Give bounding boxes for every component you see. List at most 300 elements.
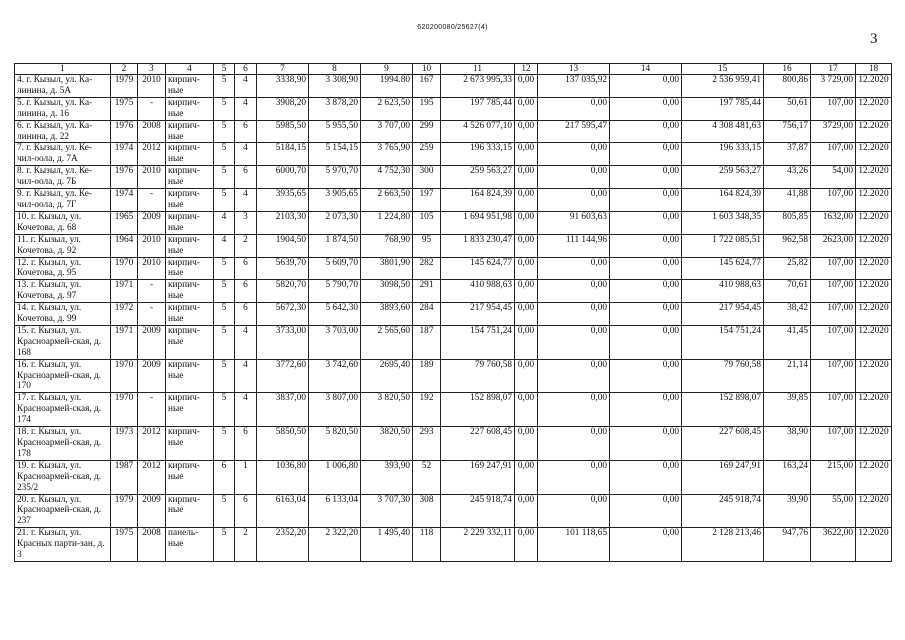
table-cell: 0,00 <box>610 97 682 120</box>
table-cell: 0,00 <box>538 189 610 212</box>
table-row <box>15 427 892 461</box>
table-cell: 41,88 <box>764 189 811 212</box>
column-number-header: 2 <box>111 64 138 75</box>
table-cell: 118 <box>413 528 441 562</box>
column-number-header: 14 <box>610 64 682 75</box>
table-cell: 393,90 <box>361 460 413 494</box>
table-cell: 0,00 <box>538 427 610 461</box>
table-cell: 5 <box>214 359 235 393</box>
table-cell: 2012 <box>138 143 166 166</box>
table-cell: 1036,80 <box>257 460 309 494</box>
table-cell: кирпич-ные <box>166 143 214 166</box>
table-cell: 0,00 <box>610 234 682 257</box>
table-cell: 195 <box>413 97 441 120</box>
table-cell: 2 229 332,11 <box>441 528 515 562</box>
table-cell: 0,00 <box>610 528 682 562</box>
table-cell: 0,00 <box>515 393 538 427</box>
table-cell: 5 970,70 <box>309 166 361 189</box>
table-cell: кирпич-ные <box>166 211 214 234</box>
table-cell: 3935,65 <box>257 189 309 212</box>
table-cell: 5 <box>214 427 235 461</box>
table-cell: 6 <box>235 120 257 143</box>
table-cell: 1994.80 <box>361 75 413 98</box>
table-cell: 3 742,60 <box>309 359 361 393</box>
table-cell: 0,00 <box>515 528 538 562</box>
table-cell: 39,90 <box>764 494 811 528</box>
table-cell: 12.2020 <box>856 303 892 326</box>
table-cell: 5 <box>214 393 235 427</box>
table-cell: 217 954,45 <box>441 303 515 326</box>
table-cell: 0,00 <box>515 189 538 212</box>
column-number-header: 3 <box>138 64 166 75</box>
table-cell: 137 035,92 <box>538 75 610 98</box>
table-cell: 197 785,44 <box>682 97 764 120</box>
table-cell: 1974 <box>111 143 138 166</box>
table-row <box>15 280 892 303</box>
table-row <box>15 234 892 257</box>
table-cell: кирпич-ные <box>166 427 214 461</box>
table-row <box>15 120 892 143</box>
table-cell: 6 <box>235 427 257 461</box>
table-cell: 5 <box>214 189 235 212</box>
table-cell: 3729,00 <box>811 120 856 143</box>
table-cell: 107,00 <box>811 189 856 212</box>
table-cell: 0,00 <box>538 143 610 166</box>
table-cell: 2 663,50 <box>361 189 413 212</box>
table-cell: 12.2020 <box>856 166 892 189</box>
table-row <box>15 303 892 326</box>
table-cell: 0,00 <box>538 460 610 494</box>
table-cell: 1974 <box>111 189 138 212</box>
table-cell: 4 <box>235 325 257 359</box>
table-cell: 0,00 <box>515 460 538 494</box>
address-cell: 20. г. Кызыл, ул. Красноармей-ская, д. 237 <box>15 494 111 528</box>
table-cell: 217 595,47 <box>538 120 610 143</box>
table-cell: 4 <box>235 393 257 427</box>
table-cell: 1 224,80 <box>361 211 413 234</box>
table-cell: 0,00 <box>610 460 682 494</box>
table-cell: 3 807,00 <box>309 393 361 427</box>
table-cell: 5 820,50 <box>309 427 361 461</box>
table-cell: 0,00 <box>515 97 538 120</box>
table-cell: 5 154,15 <box>309 143 361 166</box>
table-cell: 101 118,65 <box>538 528 610 562</box>
table-cell: 79 760,58 <box>682 359 764 393</box>
address-cell: 12. г. Кызыл, ул. Кочетова, д. 95 <box>15 257 111 280</box>
table-cell: 6 <box>235 280 257 303</box>
table-cell: 12.2020 <box>856 460 892 494</box>
table-cell: 6 133,04 <box>309 494 361 528</box>
table-cell: 145 624,77 <box>441 257 515 280</box>
table-cell: 0,00 <box>538 166 610 189</box>
table-cell: 111 144,96 <box>538 234 610 257</box>
table-cell: 55,00 <box>811 494 856 528</box>
column-number-header: 10 <box>413 64 441 75</box>
table-cell: кирпич-ные <box>166 120 214 143</box>
table-cell: 1976 <box>111 120 138 143</box>
table-row <box>15 189 892 212</box>
table-cell: кирпич-ные <box>166 325 214 359</box>
table-cell: 2 <box>235 528 257 562</box>
table-cell: 3 905,65 <box>309 189 361 212</box>
address-cell: 10. г. Кызыл, ул. Кочетова, д. 68 <box>15 211 111 234</box>
table-cell: 4 <box>214 234 235 257</box>
table-cell: 1970 <box>111 393 138 427</box>
table-cell: 1 603 348,35 <box>682 211 764 234</box>
column-number-header: 15 <box>682 64 764 75</box>
table-cell: 197 <box>413 189 441 212</box>
table-cell: 215,00 <box>811 460 856 494</box>
table-cell: 21,14 <box>764 359 811 393</box>
table-cell: 187 <box>413 325 441 359</box>
table-cell: 5 <box>214 494 235 528</box>
address-cell: 17. г. Кызыл, ул. Красноармей-ская, д. 174 <box>15 393 111 427</box>
table-cell: 3772,60 <box>257 359 309 393</box>
table-cell: 3 729,00 <box>811 75 856 98</box>
table-cell: 768,90 <box>361 234 413 257</box>
table-cell: кирпич-ные <box>166 75 214 98</box>
table-cell: 2352,20 <box>257 528 309 562</box>
table-cell: 1904,50 <box>257 234 309 257</box>
table-cell: 5 <box>214 280 235 303</box>
table-cell: кирпич-ные <box>166 189 214 212</box>
table-cell: 0,00 <box>515 234 538 257</box>
table-cell: 1979 <box>111 494 138 528</box>
table-cell: 54,00 <box>811 166 856 189</box>
table-cell: 0,00 <box>538 303 610 326</box>
table-row <box>15 494 892 528</box>
column-number-header: 6 <box>235 64 257 75</box>
table-cell: 107,00 <box>811 325 856 359</box>
table-cell: 299 <box>413 120 441 143</box>
table-cell: 1975 <box>111 97 138 120</box>
table-cell: 1970 <box>111 359 138 393</box>
address-cell: 15. г. Кызыл, ул. Красноармей-ская, д. 168 <box>15 325 111 359</box>
table-cell: 4 308 481,63 <box>682 120 764 143</box>
table-cell: 12.2020 <box>856 97 892 120</box>
table-cell: 1971 <box>111 325 138 359</box>
column-number-header: 18 <box>856 64 892 75</box>
table-cell: 79 760,58 <box>441 359 515 393</box>
table-cell: 4 <box>235 143 257 166</box>
table-cell: кирпич-ные <box>166 303 214 326</box>
table-cell: 0,00 <box>538 325 610 359</box>
table-cell: 70,61 <box>764 280 811 303</box>
column-number-header: 4 <box>166 64 214 75</box>
table-cell: 107,00 <box>811 143 856 166</box>
table-cell: 0,00 <box>610 189 682 212</box>
table-cell: 1975 <box>111 528 138 562</box>
table-cell: 5 609,70 <box>309 257 361 280</box>
table-cell: 12.2020 <box>856 494 892 528</box>
column-number-header-row <box>15 64 892 75</box>
table-cell: 5 <box>214 166 235 189</box>
table-cell: 1976 <box>111 166 138 189</box>
address-cell: 14. г. Кызыл, ул. Кочетова, д. 99 <box>15 303 111 326</box>
table-cell: 227 608,45 <box>441 427 515 461</box>
table-cell: 2010 <box>138 166 166 189</box>
table-cell: 4 <box>235 75 257 98</box>
table-cell: 410 988,63 <box>441 280 515 303</box>
table-cell: 1 006,80 <box>309 460 361 494</box>
table-cell: 2 623,50 <box>361 97 413 120</box>
table-cell: 5672,30 <box>257 303 309 326</box>
column-number-header: 5 <box>214 64 235 75</box>
table-cell: 5 <box>214 528 235 562</box>
table-cell: 192 <box>413 393 441 427</box>
table-cell: 1 833 230,47 <box>441 234 515 257</box>
table-cell: 189 <box>413 359 441 393</box>
address-cell: 18. г. Кызыл, ул. Красноармей-ская, д. 178 <box>15 427 111 461</box>
table-cell: 3801,90 <box>361 257 413 280</box>
table-cell: 95 <box>413 234 441 257</box>
table-cell: 0,00 <box>515 280 538 303</box>
column-number-header: 1 <box>15 64 111 75</box>
column-number-header: 12 <box>515 64 538 75</box>
table-cell: 2 536 959,41 <box>682 75 764 98</box>
table-cell: 2012 <box>138 460 166 494</box>
table-cell: 5639,70 <box>257 257 309 280</box>
table-cell: 25,82 <box>764 257 811 280</box>
address-cell: 11. г. Кызыл, ул. Кочетова, д. 92 <box>15 234 111 257</box>
table-cell: 947,76 <box>764 528 811 562</box>
table-cell: 0,00 <box>610 75 682 98</box>
table-cell: 2009 <box>138 211 166 234</box>
table-cell: 0,00 <box>610 359 682 393</box>
table-cell: 3622,00 <box>811 528 856 562</box>
table-row <box>15 166 892 189</box>
table-cell: 2010 <box>138 75 166 98</box>
table-cell: 2009 <box>138 359 166 393</box>
table-row <box>15 75 892 98</box>
column-number-header: 7 <box>257 64 309 75</box>
table-cell: - <box>138 303 166 326</box>
table-cell: 291 <box>413 280 441 303</box>
table-cell: 4 <box>214 211 235 234</box>
table-cell: 12.2020 <box>856 234 892 257</box>
table-cell: 0,00 <box>515 359 538 393</box>
address-cell: 21. г. Кызыл, ул. Красных парти-зан, д. 3 <box>15 528 111 562</box>
table-cell: 5 <box>214 257 235 280</box>
table-cell: - <box>138 189 166 212</box>
table-body <box>15 64 892 562</box>
table-cell: 4 <box>235 359 257 393</box>
table-cell: 5985,50 <box>257 120 309 143</box>
table-cell: 245 918,74 <box>441 494 515 528</box>
table-cell: 38,42 <box>764 303 811 326</box>
table-cell: - <box>138 393 166 427</box>
table-cell: кирпич-ные <box>166 359 214 393</box>
table-cell: 6163,04 <box>257 494 309 528</box>
column-number-header: 17 <box>811 64 856 75</box>
table-cell: 107,00 <box>811 427 856 461</box>
address-cell: 16. г. Кызыл, ул. Красноармей-ская, д. 170 <box>15 359 111 393</box>
table-cell: 164 824,39 <box>682 189 764 212</box>
table-cell: 0,00 <box>538 97 610 120</box>
table-cell: 0,00 <box>538 494 610 528</box>
table-cell: 2103,30 <box>257 211 309 234</box>
table-cell: 3837,00 <box>257 393 309 427</box>
table-cell: 0,00 <box>515 427 538 461</box>
table-cell: 1987 <box>111 460 138 494</box>
table-cell: 12.2020 <box>856 211 892 234</box>
table-cell: 107,00 <box>811 393 856 427</box>
table-cell: 6 <box>235 257 257 280</box>
table-cell: 107,00 <box>811 97 856 120</box>
table-cell: 105 <box>413 211 441 234</box>
table-cell: 962,58 <box>764 234 811 257</box>
table-cell: 12.2020 <box>856 528 892 562</box>
table-cell: 5820,70 <box>257 280 309 303</box>
table-cell: кирпич-ные <box>166 166 214 189</box>
table-cell: 0,00 <box>610 120 682 143</box>
table-cell: 169 247,91 <box>682 460 764 494</box>
table-cell: 38,90 <box>764 427 811 461</box>
table-cell: 756,17 <box>764 120 811 143</box>
table-cell: 5 <box>214 97 235 120</box>
table-cell: 12.2020 <box>856 325 892 359</box>
table-cell: 1 495,40 <box>361 528 413 562</box>
table-cell: 6000,70 <box>257 166 309 189</box>
table-cell: 2695,40 <box>361 359 413 393</box>
table-cell: 5850,50 <box>257 427 309 461</box>
table-cell: 2 <box>235 234 257 257</box>
table-cell: 3 707,00 <box>361 120 413 143</box>
table-cell: 1 874,50 <box>309 234 361 257</box>
table-cell: 1964 <box>111 234 138 257</box>
table-cell: 410 988,63 <box>682 280 764 303</box>
table-cell: кирпич-ные <box>166 97 214 120</box>
table-cell: 1 722 085,51 <box>682 234 764 257</box>
table-cell: 12.2020 <box>856 359 892 393</box>
table-cell: 50,61 <box>764 97 811 120</box>
table-row <box>15 460 892 494</box>
table-cell: 1 694 951,98 <box>441 211 515 234</box>
table-cell: 5 <box>214 120 235 143</box>
table-cell: 107,00 <box>811 280 856 303</box>
table-row <box>15 97 892 120</box>
column-number-header: 8 <box>309 64 361 75</box>
table-cell: 2 128 213,46 <box>682 528 764 562</box>
table-cell: 12.2020 <box>856 393 892 427</box>
table-cell: 3 765,90 <box>361 143 413 166</box>
column-number-header: 9 <box>361 64 413 75</box>
table-cell: 259 563,27 <box>441 166 515 189</box>
table-cell: 152 898,07 <box>441 393 515 427</box>
table-cell: 293 <box>413 427 441 461</box>
column-number-header: 11 <box>441 64 515 75</box>
table-cell: кирпич-ные <box>166 280 214 303</box>
table-cell: 0,00 <box>515 143 538 166</box>
table-cell: 1632,00 <box>811 211 856 234</box>
address-cell: 9. г. Кызыл, ул. Ке-чил-оола, д. 7Г <box>15 189 111 212</box>
table-cell: 43,26 <box>764 166 811 189</box>
table-cell: 3733,00 <box>257 325 309 359</box>
table-cell: 308 <box>413 494 441 528</box>
table-row <box>15 393 892 427</box>
table-cell: 3338,90 <box>257 75 309 98</box>
table-cell: 2010 <box>138 257 166 280</box>
table-cell: 107,00 <box>811 359 856 393</box>
table-cell: 5 955,50 <box>309 120 361 143</box>
table-cell: 227 608,45 <box>682 427 764 461</box>
address-cell: 4. г. Кызыл, ул. Ка-линина, д. 5А <box>15 75 111 98</box>
table-cell: 282 <box>413 257 441 280</box>
page-number: 3 <box>870 31 878 47</box>
table-cell: 2010 <box>138 234 166 257</box>
table-cell: 2 322,20 <box>309 528 361 562</box>
table-cell: 0,00 <box>515 166 538 189</box>
table-cell: 3 703,00 <box>309 325 361 359</box>
column-number-header: 13 <box>538 64 610 75</box>
table-cell: 800,86 <box>764 75 811 98</box>
table-cell: 152 898,07 <box>682 393 764 427</box>
table-cell: 12.2020 <box>856 189 892 212</box>
table-cell: 5 642,30 <box>309 303 361 326</box>
table-cell: кирпич-ные <box>166 393 214 427</box>
table-cell: 5 <box>214 303 235 326</box>
table-cell: 0,00 <box>515 325 538 359</box>
table-cell: 2 073,30 <box>309 211 361 234</box>
table-cell: 164 824,39 <box>441 189 515 212</box>
table-cell: 167 <box>413 75 441 98</box>
table-cell: 3 878,20 <box>309 97 361 120</box>
table-row <box>15 359 892 393</box>
address-cell: 8. г. Кызыл, ул. Ке-чил-оола, д. 7Б <box>15 166 111 189</box>
table-cell: 12.2020 <box>856 120 892 143</box>
table-cell: 4 526 077,10 <box>441 120 515 143</box>
table-cell: 3820,50 <box>361 427 413 461</box>
table-cell: 6 <box>214 460 235 494</box>
table-cell: 259 563,27 <box>682 166 764 189</box>
table-row <box>15 143 892 166</box>
table-cell: 6 <box>235 166 257 189</box>
table-cell: панель-ные <box>166 528 214 562</box>
address-cell: 6. г. Кызыл, ул. Ка-линина, д. 22 <box>15 120 111 143</box>
table-cell: 5184,15 <box>257 143 309 166</box>
table-cell: 0,00 <box>610 393 682 427</box>
table-cell: 245 918,74 <box>682 494 764 528</box>
table-cell: 4 <box>235 189 257 212</box>
table-cell: 1971 <box>111 280 138 303</box>
table-cell: 154 751,24 <box>682 325 764 359</box>
table-cell: 52 <box>413 460 441 494</box>
table-cell: 12.2020 <box>856 143 892 166</box>
table-cell: 196 333,15 <box>441 143 515 166</box>
table-cell: 2012 <box>138 427 166 461</box>
table-cell: 2 673 995,33 <box>441 75 515 98</box>
table-cell: 0,00 <box>515 120 538 143</box>
table-cell: 12.2020 <box>856 257 892 280</box>
table-cell: 0,00 <box>515 303 538 326</box>
address-cell: 19. г. Кызыл, ул. Красноармей-ская, д. 235/2 <box>15 460 111 494</box>
table-cell: 154 751,24 <box>441 325 515 359</box>
table-row <box>15 257 892 280</box>
table-cell: 0,00 <box>610 211 682 234</box>
address-cell: 5. г. Кызыл, ул. Ка-линина, д. 16 <box>15 97 111 120</box>
table-cell: 145 624,77 <box>682 257 764 280</box>
table-cell: 259 <box>413 143 441 166</box>
table-cell: 5 <box>214 325 235 359</box>
table-cell: 6 <box>235 303 257 326</box>
table-cell: 217 954,45 <box>682 303 764 326</box>
table-cell: - <box>138 280 166 303</box>
table-cell: 39,85 <box>764 393 811 427</box>
table-row <box>15 211 892 234</box>
table-cell: 2 565,60 <box>361 325 413 359</box>
table-cell: 12.2020 <box>856 75 892 98</box>
table-cell: 107,00 <box>811 303 856 326</box>
